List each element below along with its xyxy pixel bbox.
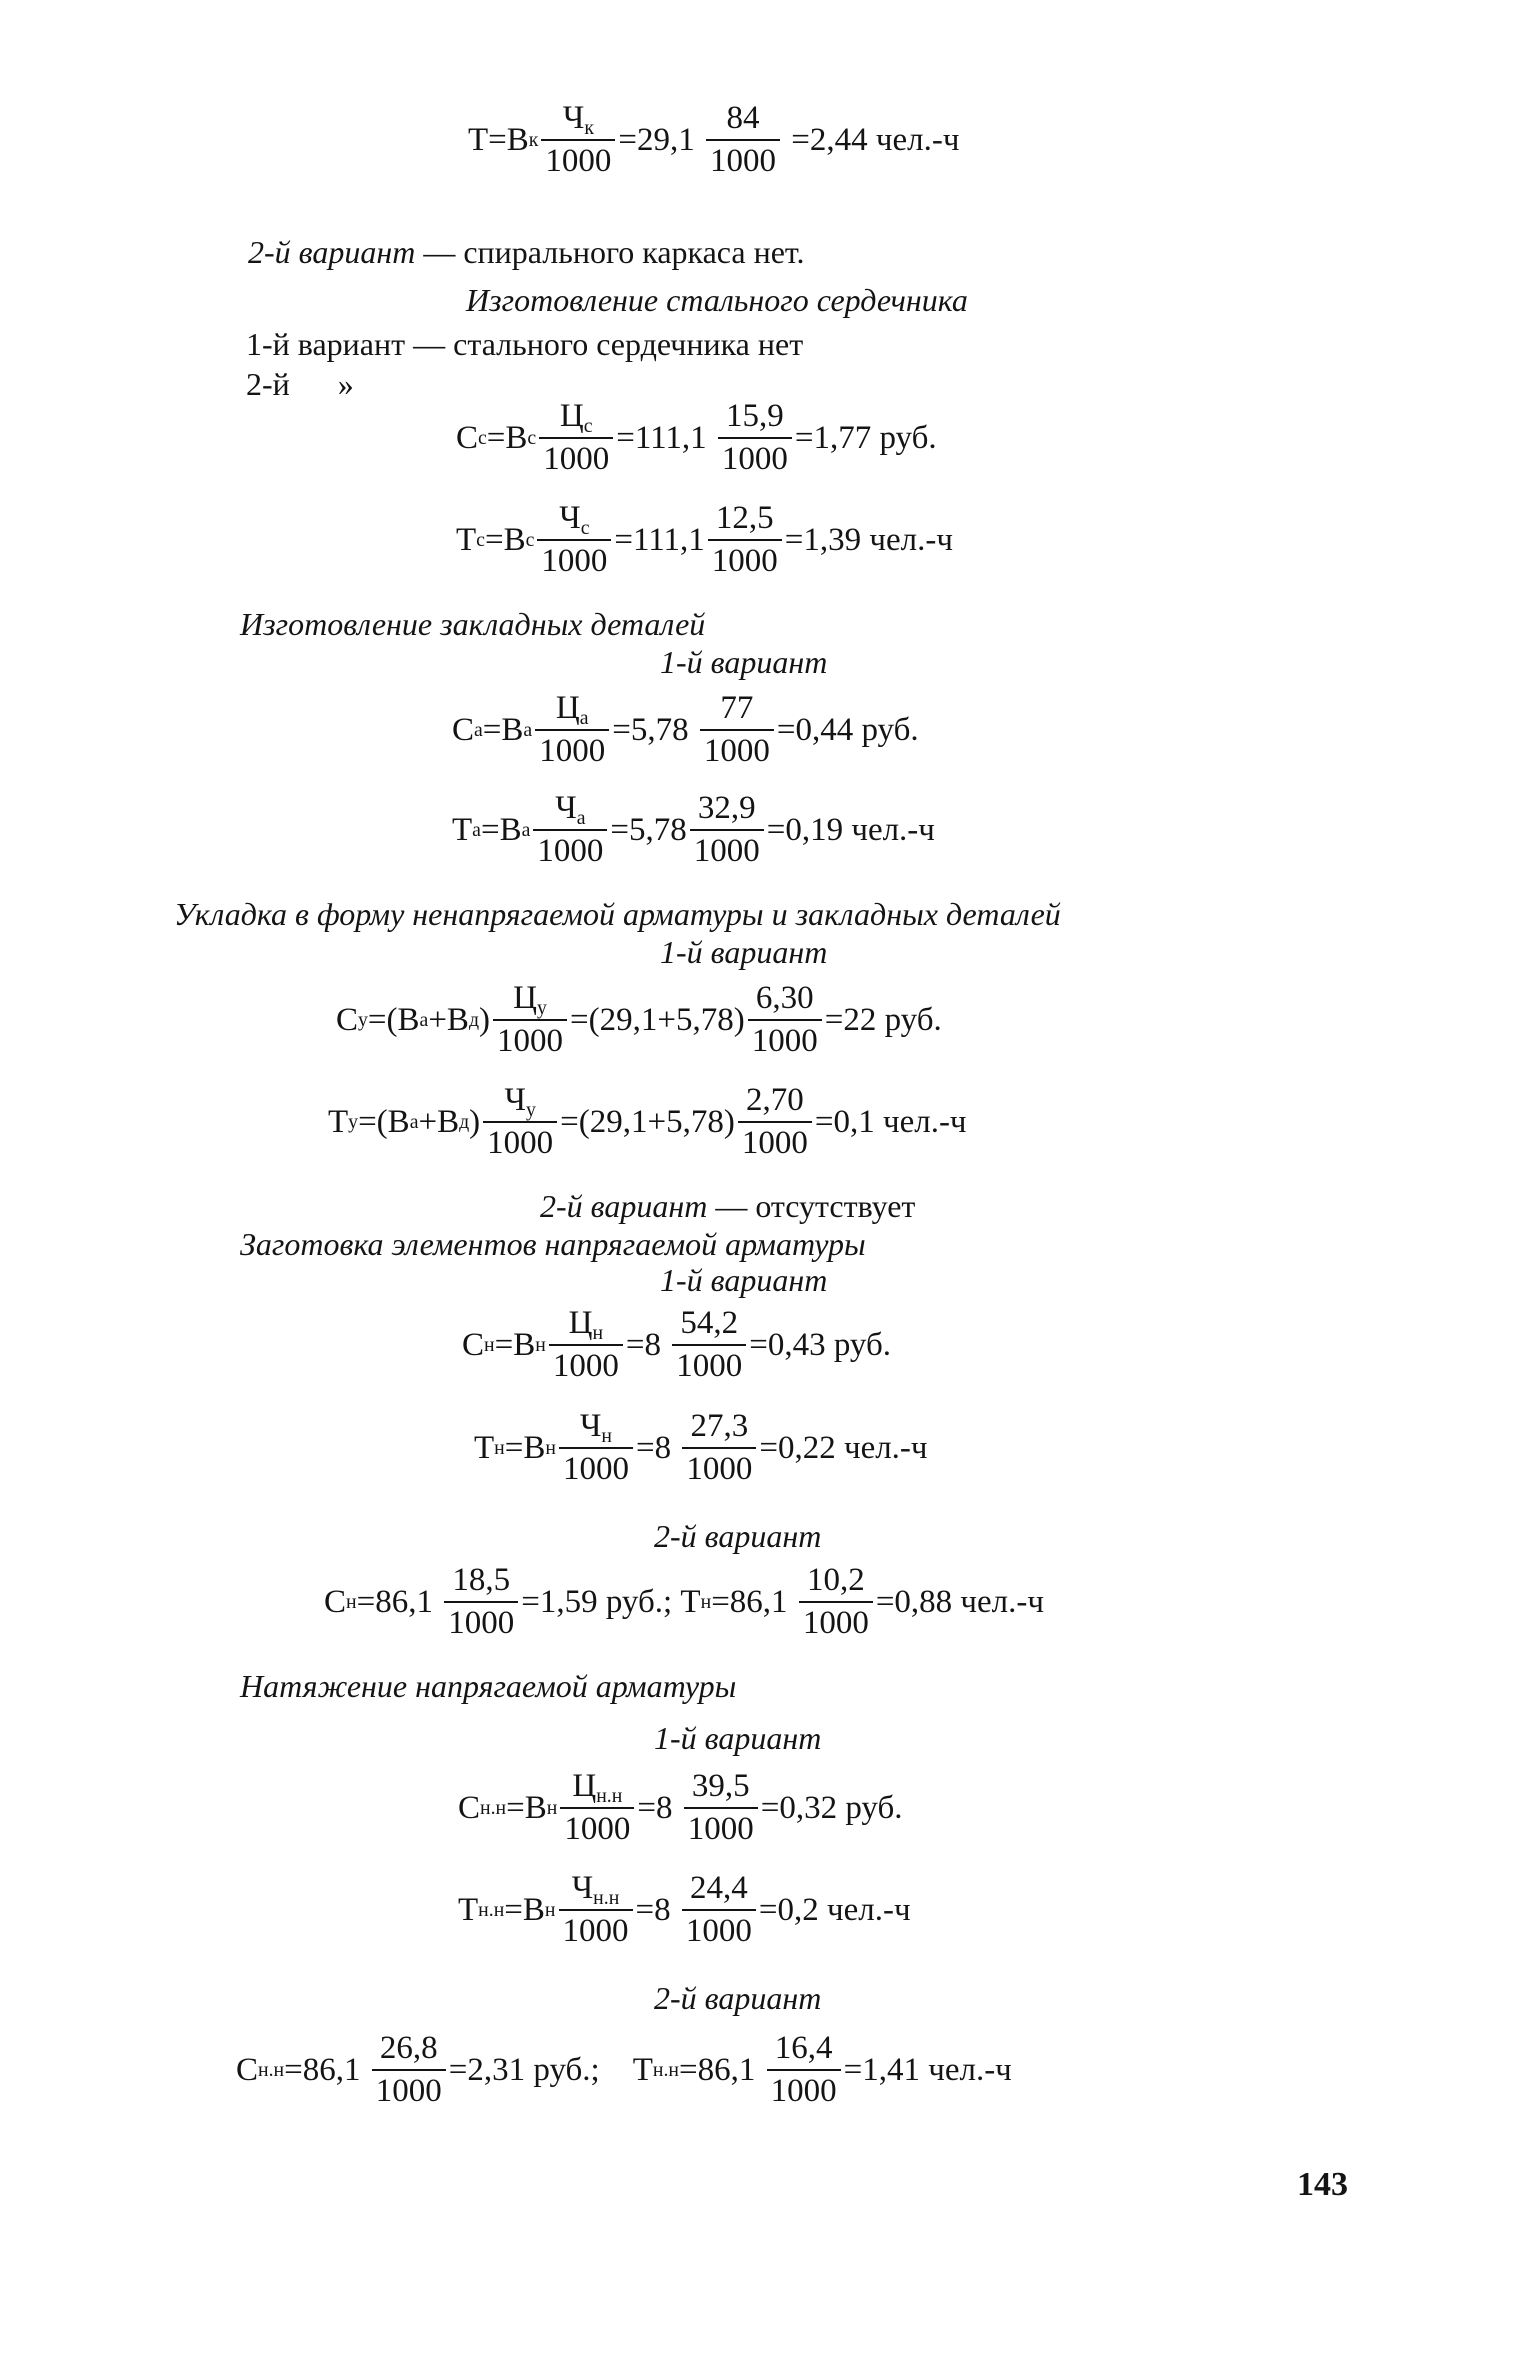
line-text — [660, 638, 827, 686]
formula-token: =B — [506, 1789, 547, 1826]
formula-token: T=B — [468, 121, 529, 158]
formula-token: 1000 — [770, 2073, 837, 2109]
formula-token: Ч — [562, 100, 585, 137]
formula-token: =22 руб. — [824, 1001, 942, 1038]
formula-token: =B — [504, 1429, 546, 1466]
formula-token: =B — [486, 419, 528, 456]
fraction-denominator — [537, 539, 611, 579]
line-text — [654, 1714, 821, 1762]
formula-token: 1000 — [375, 2073, 442, 2109]
fraction — [706, 101, 780, 178]
formula-token: Ц — [555, 690, 580, 727]
italic-run: 2-й вариант — [654, 1518, 822, 1554]
formula-token: =0,2 чел.-ч — [758, 1891, 911, 1928]
line-text — [248, 228, 805, 276]
italic-run: Укладка в форму ненапрягаемой арматуры и закладных деталей — [174, 896, 1061, 932]
page-number: 143 — [1297, 2166, 1348, 2203]
formula-token: =5,78 — [612, 711, 697, 748]
line-text — [660, 1256, 827, 1304]
fraction-numerator — [576, 1409, 616, 1447]
formula-token: =B — [482, 711, 524, 748]
formula-token: 1000 — [545, 143, 612, 179]
formula-token: =0,44 руб. — [776, 711, 919, 748]
formula-token: 1000 — [711, 543, 778, 579]
formula-token: =(B — [367, 1001, 420, 1038]
formula-token: 1000 — [564, 1811, 631, 1847]
fraction — [549, 1306, 623, 1383]
formula-token: 2,70 — [746, 1082, 804, 1119]
formula-token: 39,5 — [691, 1768, 750, 1805]
subscript: н.н — [596, 1785, 623, 1808]
text-line — [0, 228, 1535, 276]
formula-token: Ц — [513, 980, 537, 1017]
fraction-denominator — [718, 437, 792, 477]
formula: C н =86,1 $\frac{18,5}{1000}$ =1,59 руб.; T н =86,1 $\frac{10,2}{1000}$ =0,88 чел.-ч — [324, 1562, 1044, 1641]
fraction — [700, 691, 774, 768]
fraction-numerator — [742, 1083, 808, 1121]
line-text — [660, 928, 827, 976]
fraction-denominator — [559, 1909, 633, 1949]
formula: C н =B н $\frac{Ц_н}{1000}$ =8 $\frac{54,2}{1000}$ =0,43 руб. — [462, 1305, 891, 1384]
formula-line — [0, 393, 1535, 483]
formula-token: 1000 — [802, 1605, 869, 1641]
formula-token: =0,88 чел.-ч — [875, 1583, 1044, 1620]
formula-token: =(B — [358, 1103, 410, 1140]
italic-run: Натяжение напрягаемой арматуры — [240, 1668, 737, 1704]
formula-line — [0, 95, 1535, 185]
fraction-numerator — [716, 691, 757, 729]
fraction-numerator — [448, 1563, 514, 1601]
fraction-denominator — [535, 729, 609, 769]
formula-token: =1,39 чел.-ч — [784, 521, 953, 558]
fraction-denominator — [708, 539, 782, 579]
formula-token: 1000 — [676, 1348, 743, 1384]
formula-token: 26,8 — [379, 2030, 438, 2067]
fraction-numerator — [686, 1871, 752, 1909]
fraction-numerator — [803, 1563, 869, 1601]
formula-token: =86,1 — [356, 1583, 442, 1620]
formula-token: C — [458, 1789, 481, 1826]
formula-token: =111,1 — [614, 521, 705, 558]
formula-token: 1000 — [751, 1023, 818, 1059]
fraction — [682, 1871, 756, 1948]
italic-run: 1-й вариант — [654, 1720, 822, 1756]
italic-run: Изготовление закладных деталей — [240, 606, 706, 642]
formula-token: Ч — [555, 790, 577, 827]
fraction-numerator — [551, 791, 589, 829]
fraction-numerator — [568, 1871, 624, 1909]
fraction — [541, 101, 615, 178]
formula-token: =1,41 чел.-ч — [843, 2051, 1012, 2088]
formula-token: T — [452, 811, 473, 848]
subscript: y — [536, 997, 547, 1020]
fraction — [444, 1563, 518, 1640]
formula-token: T — [474, 1429, 495, 1466]
subscript: a — [576, 807, 586, 830]
formula-line — [0, 1300, 1535, 1390]
formula-token: Ц — [559, 398, 584, 435]
formula-token: 32,9 — [697, 790, 756, 827]
formula-token: 1000 — [543, 441, 610, 477]
fraction-denominator — [684, 1807, 758, 1847]
formula-token: 1000 — [537, 833, 604, 869]
formula-token: Ч — [559, 500, 581, 537]
text-run: 2-й » — [246, 366, 354, 402]
fraction — [533, 791, 607, 868]
formula: C c =B c $\frac{Ц_c}{1000}$ =111,1 $\frac{15,9}{1000}$ =1,77 руб. — [456, 398, 937, 477]
formula-token: 16,4 — [774, 2030, 833, 2067]
formula-token: =8 — [635, 1429, 680, 1466]
fraction — [483, 1083, 557, 1160]
formula-token: 12,5 — [715, 500, 774, 537]
fraction-numerator — [565, 1306, 607, 1344]
fraction-denominator — [372, 2069, 446, 2109]
formula-token: =0,43 руб. — [749, 1326, 891, 1363]
fraction — [559, 1409, 633, 1486]
fraction-denominator — [560, 1807, 634, 1847]
subscript: c — [580, 517, 590, 540]
fraction-denominator — [706, 139, 780, 179]
line-text — [466, 276, 968, 324]
text-line — [0, 638, 1535, 686]
fraction — [748, 981, 822, 1058]
text-run: — спирального каркаса нет. — [415, 234, 805, 270]
formula-line — [0, 495, 1535, 585]
formula-line — [0, 1865, 1535, 1955]
fraction-denominator — [700, 729, 774, 769]
formula-token: =8 — [635, 1891, 679, 1928]
fraction-numerator — [556, 399, 597, 437]
formula-token: Ц — [568, 1305, 593, 1342]
fraction-denominator — [539, 437, 613, 477]
fraction-denominator — [493, 1019, 567, 1059]
fraction — [738, 1083, 812, 1160]
fraction — [535, 691, 609, 768]
formula-token: T — [456, 521, 477, 558]
fraction — [560, 1769, 634, 1846]
formula-token: =29,1 — [618, 121, 704, 158]
fraction-denominator — [533, 829, 607, 869]
formula-token: Ц — [572, 1768, 597, 1805]
formula: C н.н =B н $\frac{Ц_{н.н}}{1000}$ =8 $\frac{39,5}{1000}$ =0,32 руб. — [458, 1768, 903, 1847]
line-text — [240, 1662, 736, 1710]
formula-token: =B — [480, 811, 522, 848]
formula-token: 1000 — [541, 543, 608, 579]
formula-token: =2,31 руб.; T — [448, 2051, 653, 2088]
fraction — [539, 399, 613, 476]
formula-token: 77 — [720, 690, 754, 727]
fraction-numerator — [552, 691, 593, 729]
text-line — [0, 1714, 1535, 1762]
fraction-denominator — [690, 829, 764, 869]
formula-token: T — [458, 1891, 479, 1928]
formula-line — [0, 1763, 1535, 1853]
fraction-numerator — [771, 2031, 837, 2069]
formula-token: ) — [479, 1001, 491, 1038]
formula-token: 1000 — [710, 143, 777, 179]
fraction-numerator — [723, 101, 764, 139]
formula-token: 1000 — [741, 1125, 808, 1161]
formula-token: =86,1 — [679, 2051, 764, 2088]
fraction-denominator — [682, 1447, 756, 1487]
formula-token: =B — [504, 1891, 545, 1928]
formula: C a =B a $\frac{Ц_a}{1000}$ =5,78 $\frac{77}{1000}$ =0,44 руб. — [452, 690, 919, 769]
formula-token: =B — [494, 1326, 536, 1363]
formula-token: C — [462, 1326, 485, 1363]
line-text — [654, 1512, 821, 1560]
fraction-denominator — [541, 139, 615, 179]
formula-token: =86,1 — [711, 1583, 796, 1620]
fraction-numerator — [555, 501, 593, 539]
fraction — [718, 399, 792, 476]
formula-token: =5,78 — [610, 811, 687, 848]
fraction-denominator — [767, 2069, 841, 2109]
text-line — [0, 1974, 1535, 2022]
formula: T н.н =B н $\frac{Ч_{н.н}}{1000}$ =8 $\frac{24,4}{1000}$ =0,2 чел.-ч — [458, 1870, 911, 1949]
fraction — [767, 2031, 841, 2108]
formula-token: C — [452, 711, 475, 748]
fraction — [372, 2031, 446, 2108]
fraction — [690, 791, 764, 868]
fraction-denominator — [559, 1447, 633, 1487]
fraction — [537, 501, 611, 578]
formula-token: 1000 — [539, 733, 606, 769]
formula-token: =111,1 — [616, 419, 715, 456]
italic-run: 1-й вариант — [660, 934, 828, 970]
text-run: — отсутствует — [707, 1188, 916, 1224]
italic-run: Изготовление стального сердечника — [466, 282, 968, 318]
formula-token: Ч — [504, 1082, 526, 1119]
fraction-denominator — [549, 1344, 623, 1384]
subscript: к — [584, 117, 594, 140]
formula-token: =8 — [625, 1326, 670, 1363]
fraction-numerator — [694, 791, 760, 829]
formula-token: 6,30 — [755, 980, 814, 1017]
formula-token: ) — [469, 1103, 481, 1140]
formula-token: C — [456, 419, 479, 456]
fraction — [559, 1871, 633, 1948]
formula-token: =0,32 руб. — [760, 1789, 903, 1826]
formula: C н.н =86,1 $\frac{26,8}{1000}$ =2,31 руб.; T н.н =86,1 $\frac{16,4}{1000}$ =1,41 чел.-ч — [236, 2030, 1012, 2109]
text-line — [0, 1256, 1535, 1304]
fraction-numerator — [686, 1409, 752, 1447]
formula-token: C — [236, 2051, 259, 2088]
subscript: н — [592, 1322, 604, 1345]
formula-token: =0,19 чел.-ч — [766, 811, 935, 848]
fraction-numerator — [688, 1769, 754, 1807]
fraction-denominator — [799, 1601, 873, 1641]
formula-token: 1000 — [497, 1023, 564, 1059]
fraction-numerator — [752, 981, 818, 1019]
formula-line — [0, 1403, 1535, 1493]
fraction-denominator — [738, 1121, 812, 1161]
formula-token: =86,1 — [284, 2051, 369, 2088]
fraction-denominator — [444, 1601, 518, 1641]
subscript: н — [601, 1425, 612, 1448]
fraction-numerator — [712, 501, 778, 539]
formula-line — [0, 1557, 1535, 1647]
formula-token: 1000 — [686, 1451, 753, 1487]
fraction-denominator — [682, 1909, 756, 1949]
formula-token: 18,5 — [452, 1562, 511, 1599]
formula-token: 1000 — [703, 733, 770, 769]
formula-token: T — [328, 1103, 349, 1140]
formula-token: 84 — [726, 100, 760, 137]
formula: T c =B c $\frac{Ч_c}{1000}$ =111,1 $\frac{12,5}{1000}$ =1,39 чел.-ч — [456, 500, 953, 579]
formula-token: 1000 — [693, 833, 760, 869]
fraction-numerator — [568, 1769, 626, 1807]
subscript: н.н — [593, 1887, 620, 1910]
formula-token: 1000 — [487, 1125, 554, 1161]
fraction-numerator — [501, 1083, 540, 1121]
subscript: y — [525, 1099, 536, 1122]
italic-run: 1-й вариант — [660, 1262, 828, 1298]
formula: T=B к $\frac{Ч_к}{1000}$ =29,1 $\frac{84}{1000}$ =2,44 чел.-ч — [468, 100, 960, 179]
formula-token: 1000 — [721, 441, 788, 477]
fraction — [682, 1409, 756, 1486]
formula-token: =1,77 руб. — [794, 419, 937, 456]
formula-token: +B — [418, 1103, 460, 1140]
italic-run: 1-й вариант — [660, 644, 828, 680]
formula-token: 1000 — [552, 1348, 619, 1384]
formula-token: C — [336, 1001, 359, 1038]
formula-token: =8 — [637, 1789, 681, 1826]
formula: C y =(B a +B д ) $\frac{Ц_y}{1000}$ =(29,1+5,78) $\frac{6,30}{1000}$ =22 руб. — [336, 980, 942, 1059]
text-run: 1-й вариант — стального сердечника нет — [246, 326, 804, 362]
formula: T н =B н $\frac{Ч_н}{1000}$ =8 $\frac{27,3}{1000}$ =0,22 чел.-ч — [474, 1408, 928, 1487]
formula-token: 1000 — [685, 1913, 752, 1949]
formula-token: =1,59 руб.; T — [521, 1583, 701, 1620]
formula-token: =0,22 чел.-ч — [759, 1429, 928, 1466]
fraction-denominator — [748, 1019, 822, 1059]
line-text — [654, 1974, 821, 2022]
formula-token: Ч — [571, 1870, 594, 1907]
formula-token: =(29,1+5,78) — [560, 1103, 735, 1140]
fraction — [799, 1563, 873, 1640]
formula-token: Ч — [579, 1408, 602, 1445]
formula-token: =(29,1+5,78) — [570, 1001, 745, 1038]
formula-token: 1000 — [562, 1913, 629, 1949]
text-line — [0, 276, 1535, 324]
fraction — [708, 501, 782, 578]
formula: T a =B a $\frac{Ч_a}{1000}$ =5,78 $\frac{32,9}{1000}$ =0,19 чел.-ч — [452, 790, 935, 869]
formula-token: =2,44 чел.-ч — [783, 121, 960, 158]
text-line — [0, 1512, 1535, 1560]
formula-token: 54,2 — [680, 1305, 739, 1342]
fraction-denominator — [483, 1121, 557, 1161]
formula-line — [0, 975, 1535, 1065]
formula-token: =B — [484, 521, 526, 558]
formula-token: C — [324, 1583, 347, 1620]
italic-run: 2-й вариант — [654, 1980, 822, 2016]
italic-run: 2-й вариант — [248, 234, 416, 270]
formula-line — [0, 785, 1535, 875]
formula-token: 27,3 — [690, 1408, 749, 1445]
formula-line — [0, 2025, 1535, 2115]
formula-line — [0, 685, 1535, 775]
text-line — [0, 1662, 1535, 1710]
formula-token: +B — [428, 1001, 469, 1038]
formula: T y =(B a +B д ) $\frac{Ч_y}{1000}$ =(29,1+5,78) $\frac{2,70}{1000}$ =0,1 чел.-ч — [328, 1082, 967, 1161]
formula-token: 1000 — [562, 1451, 629, 1487]
fraction-denominator — [672, 1344, 746, 1384]
formula-token: 24,4 — [690, 1870, 748, 1907]
fraction-numerator — [376, 2031, 442, 2069]
fraction — [684, 1769, 758, 1846]
italic-run: Заготовка элементов напрягаемой арматуры — [240, 1226, 866, 1262]
fraction — [672, 1306, 746, 1383]
fraction-numerator — [722, 399, 788, 437]
formula-line — [0, 1077, 1535, 1167]
fraction-numerator — [509, 981, 551, 1019]
text-line — [0, 928, 1535, 976]
formula-token: 15,9 — [726, 398, 784, 435]
formula-token: 1000 — [687, 1811, 754, 1847]
fraction — [493, 981, 567, 1058]
fraction-numerator — [559, 101, 598, 139]
subscript: c — [583, 415, 593, 438]
formula-token: =0,1 чел.-ч — [814, 1103, 967, 1140]
formula-token: 1000 — [448, 1605, 515, 1641]
subscript: a — [579, 707, 589, 730]
italic-run: 2-й вариант — [540, 1188, 708, 1224]
fraction-numerator — [676, 1306, 742, 1344]
formula-token: 10,2 — [806, 1562, 865, 1599]
